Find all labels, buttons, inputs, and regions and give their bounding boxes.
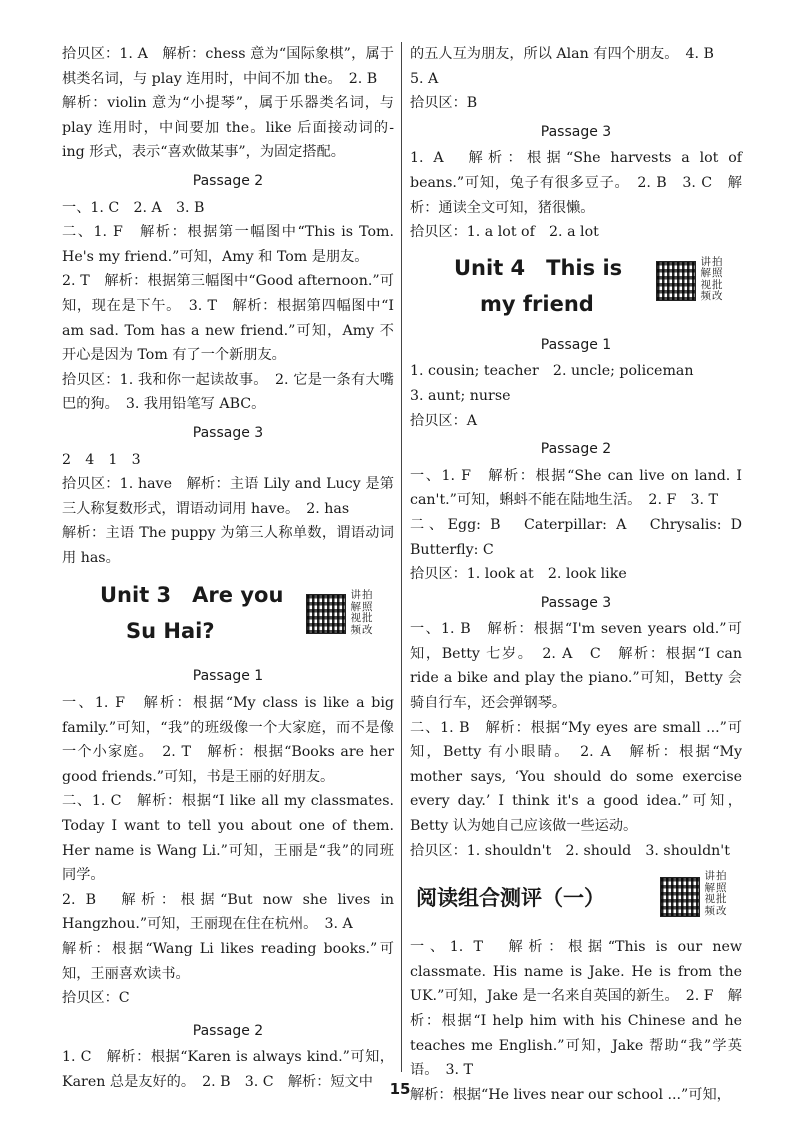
answer-paragraph: 一、1. C 2. A 3. B <box>62 199 205 216</box>
qr-caption-line: 讲拍 <box>704 870 728 883</box>
qr-caption-line: 视批 <box>350 612 374 625</box>
unit-heading <box>62 576 394 660</box>
qr-caption <box>702 871 730 917</box>
answer-paragraph: 1. A 解析：根据“She harvests a lot of beans.”可知，兔子有很多豆子。 2. B 3. C 解析：通读全文可知，猪很懒。 <box>410 150 742 216</box>
qr-code-icon <box>306 594 346 634</box>
qr-caption-line: 解照 <box>350 600 374 613</box>
answer-paragraph: 拾贝区：C <box>62 990 130 1007</box>
qr-caption <box>698 257 726 303</box>
answer-paragraph: 解析：根据“Wang Li likes reading books.”可知，王丽喜欢读书。 <box>62 941 394 982</box>
answer-paragraph: 拾贝区：1. a lot of 2. a lot <box>410 224 599 241</box>
answer-paragraph: 二、1. B 解析：根据“My eyes are small ...”可知，Betty 有小眼睛。 2. A 解析：根据“My mother says, ‘You should do some exercise every day.’ I think it's a good idea.”可知，Betty 认为她自己应该做一些运动。 <box>410 719 742 835</box>
section-heading: Passage 3 <box>540 594 612 611</box>
unit-title-line2: my friend <box>480 291 594 316</box>
qr-caption-line: 视批 <box>700 278 724 291</box>
answer-paragraph: 1. C 解析：根据“Karen is always kind.”可知，Karen 总是友好的。 2. B 3. C 解析：短文中 <box>62 1049 394 1090</box>
qr-caption-line: 讲拍 <box>700 255 724 268</box>
answer-paragraph: 1. cousin; teacher 2. uncle; policeman <box>410 363 694 380</box>
right-column <box>410 42 757 1107</box>
answer-paragraph: 3. aunt; nurse <box>410 387 511 404</box>
answer-paragraph: 解析：主语 The puppy 为第三人称单数，谓语动词用 has。 <box>62 525 394 566</box>
qr-caption <box>348 590 376 636</box>
answer-paragraph: 二、1. F 解析：根据第一幅图中“This is Tom. He's my friend.”可知，Amy 和 Tom 是朋友。 <box>62 224 394 265</box>
qr-caption-line: 频改 <box>350 623 374 636</box>
answer-paragraph: 解析：violin 意为“小提琴”，属于乐器类名词，与 play 连用时，中间要加 the。like 后面接动词的-ing 形式，表示“喜欢做某事”，为固定搭配。 <box>62 95 394 161</box>
answer-paragraph: 拾贝区：1. shouldn't 2. should 3. shouldn't <box>410 842 730 859</box>
section-heading: Passage 2 <box>540 441 612 458</box>
test-title: 阅读组合测评（一） <box>416 886 605 911</box>
qr-code-icon <box>660 877 700 917</box>
qr-caption-line: 讲拍 <box>350 589 374 602</box>
answer-paragraph: 拾贝区：A <box>410 412 477 429</box>
answer-paragraph: 拾贝区：1. look at 2. look like <box>410 566 627 583</box>
answer-paragraph: 二、1. C 解析：根据“I like all my classmates. Today I want to tell you about one of them. Her name is Wang Li.”可知，王丽是“我”的同班同学。 <box>62 793 394 884</box>
qr-caption-line: 频改 <box>700 290 724 303</box>
column-divider <box>401 42 402 1072</box>
qr-caption-line: 解照 <box>704 881 728 894</box>
answer-paragraph: 的五人互为朋友，所以 Alan 有四个朋友。 4. B <box>410 46 714 62</box>
answer-paragraph: 一、1. F 解析：根据“She can live on land. I can't.”可知，蝌蚪不能在陆地生活。 2. F 3. T <box>410 467 742 509</box>
unit-title-line1: Unit 4 This is <box>454 255 623 280</box>
section-heading: Passage 3 <box>192 424 264 441</box>
answer-paragraph: 拾贝区：1. have 解析：主语 Lily and Lucy 是第三人称复数形式，谓语动词用 have。 2. has <box>62 476 394 517</box>
section-heading: Passage 2 <box>192 172 264 189</box>
answer-paragraph: 拾贝区：1. A 解析：chess 意为“国际象棋”，属于棋类名词，与 play 连用时，中间不加 the。 2. B <box>62 46 394 87</box>
answer-paragraph: 2 4 1 3 <box>62 451 141 468</box>
qr-caption-line: 频改 <box>704 904 728 917</box>
unit-title-line2: Su Hai? <box>126 619 215 644</box>
section-heading: Passage 1 <box>192 668 264 685</box>
left-column <box>62 42 394 1095</box>
section-heading: Passage 2 <box>192 1022 264 1039</box>
answer-paragraph: 一、1. T 解析：根据“This is our new classmate. His name is Jake. He is from the UK.”可知，Jake 是一名来自英国的新生。 2. F 解析：根据“I help him with his Chinese and he teaches me English.”可知，Jake 帮助“我”学英语。 3. T <box>410 939 742 1079</box>
answer-paragraph: 二、Egg: B Caterpillar: A Chrysalis: D Butterfly: C <box>410 516 757 558</box>
page-number: 15 <box>389 1080 411 1098</box>
answer-paragraph: 5. A <box>410 70 439 87</box>
answer-paragraph: 一、1. B 解析：根据“I'm seven years old.”可知，Betty 七岁。 2. A C 解析：根据“I can ride a bike and play the piano.”可知，Betty 会骑自行车，还会弹钢琴。 <box>410 621 742 712</box>
qr-caption-line: 解照 <box>700 267 724 280</box>
qr-caption-line: 视批 <box>704 893 728 906</box>
answer-paragraph: 2. T 解析：根据第三幅图中“Good afternoon.”可知，现在是下午。 3. T 解析：根据第四幅图中“I am sad. Tom has a new friend.”可知，Amy 不开心是因为 Tom 有了一个新朋友。 <box>62 273 394 364</box>
answer-paragraph: 解析：根据“He lives near our school ...”可知， <box>410 1086 731 1103</box>
section-heading: Passage 1 <box>540 336 612 353</box>
answer-paragraph: 2. B 解析：根据“But now she lives in Hangzhou.”可知，王丽现在住在杭州。 3. A <box>62 891 394 933</box>
test-heading <box>410 871 742 931</box>
answer-paragraph: 拾贝区：1. 我和你一起读故事。 2. 它是一条有大嘴巴的狗。 3. 我用铅笔写 ABC。 <box>62 371 394 413</box>
unit-title-line1: Unit 3 Are you <box>100 583 284 608</box>
unit-heading <box>410 251 742 329</box>
qr-code-icon <box>656 261 696 301</box>
answer-paragraph: 一、1. F 解析：根据“My class is like a big family.”可知，“我”的班级像一个大家庭，而不是像一个小家庭。 2. T 解析：根据“Books are her good friends.”可知，书是王丽的好朋友。 <box>62 695 394 785</box>
answer-paragraph: 拾贝区：B <box>410 95 478 112</box>
section-heading: Passage 3 <box>540 123 612 140</box>
